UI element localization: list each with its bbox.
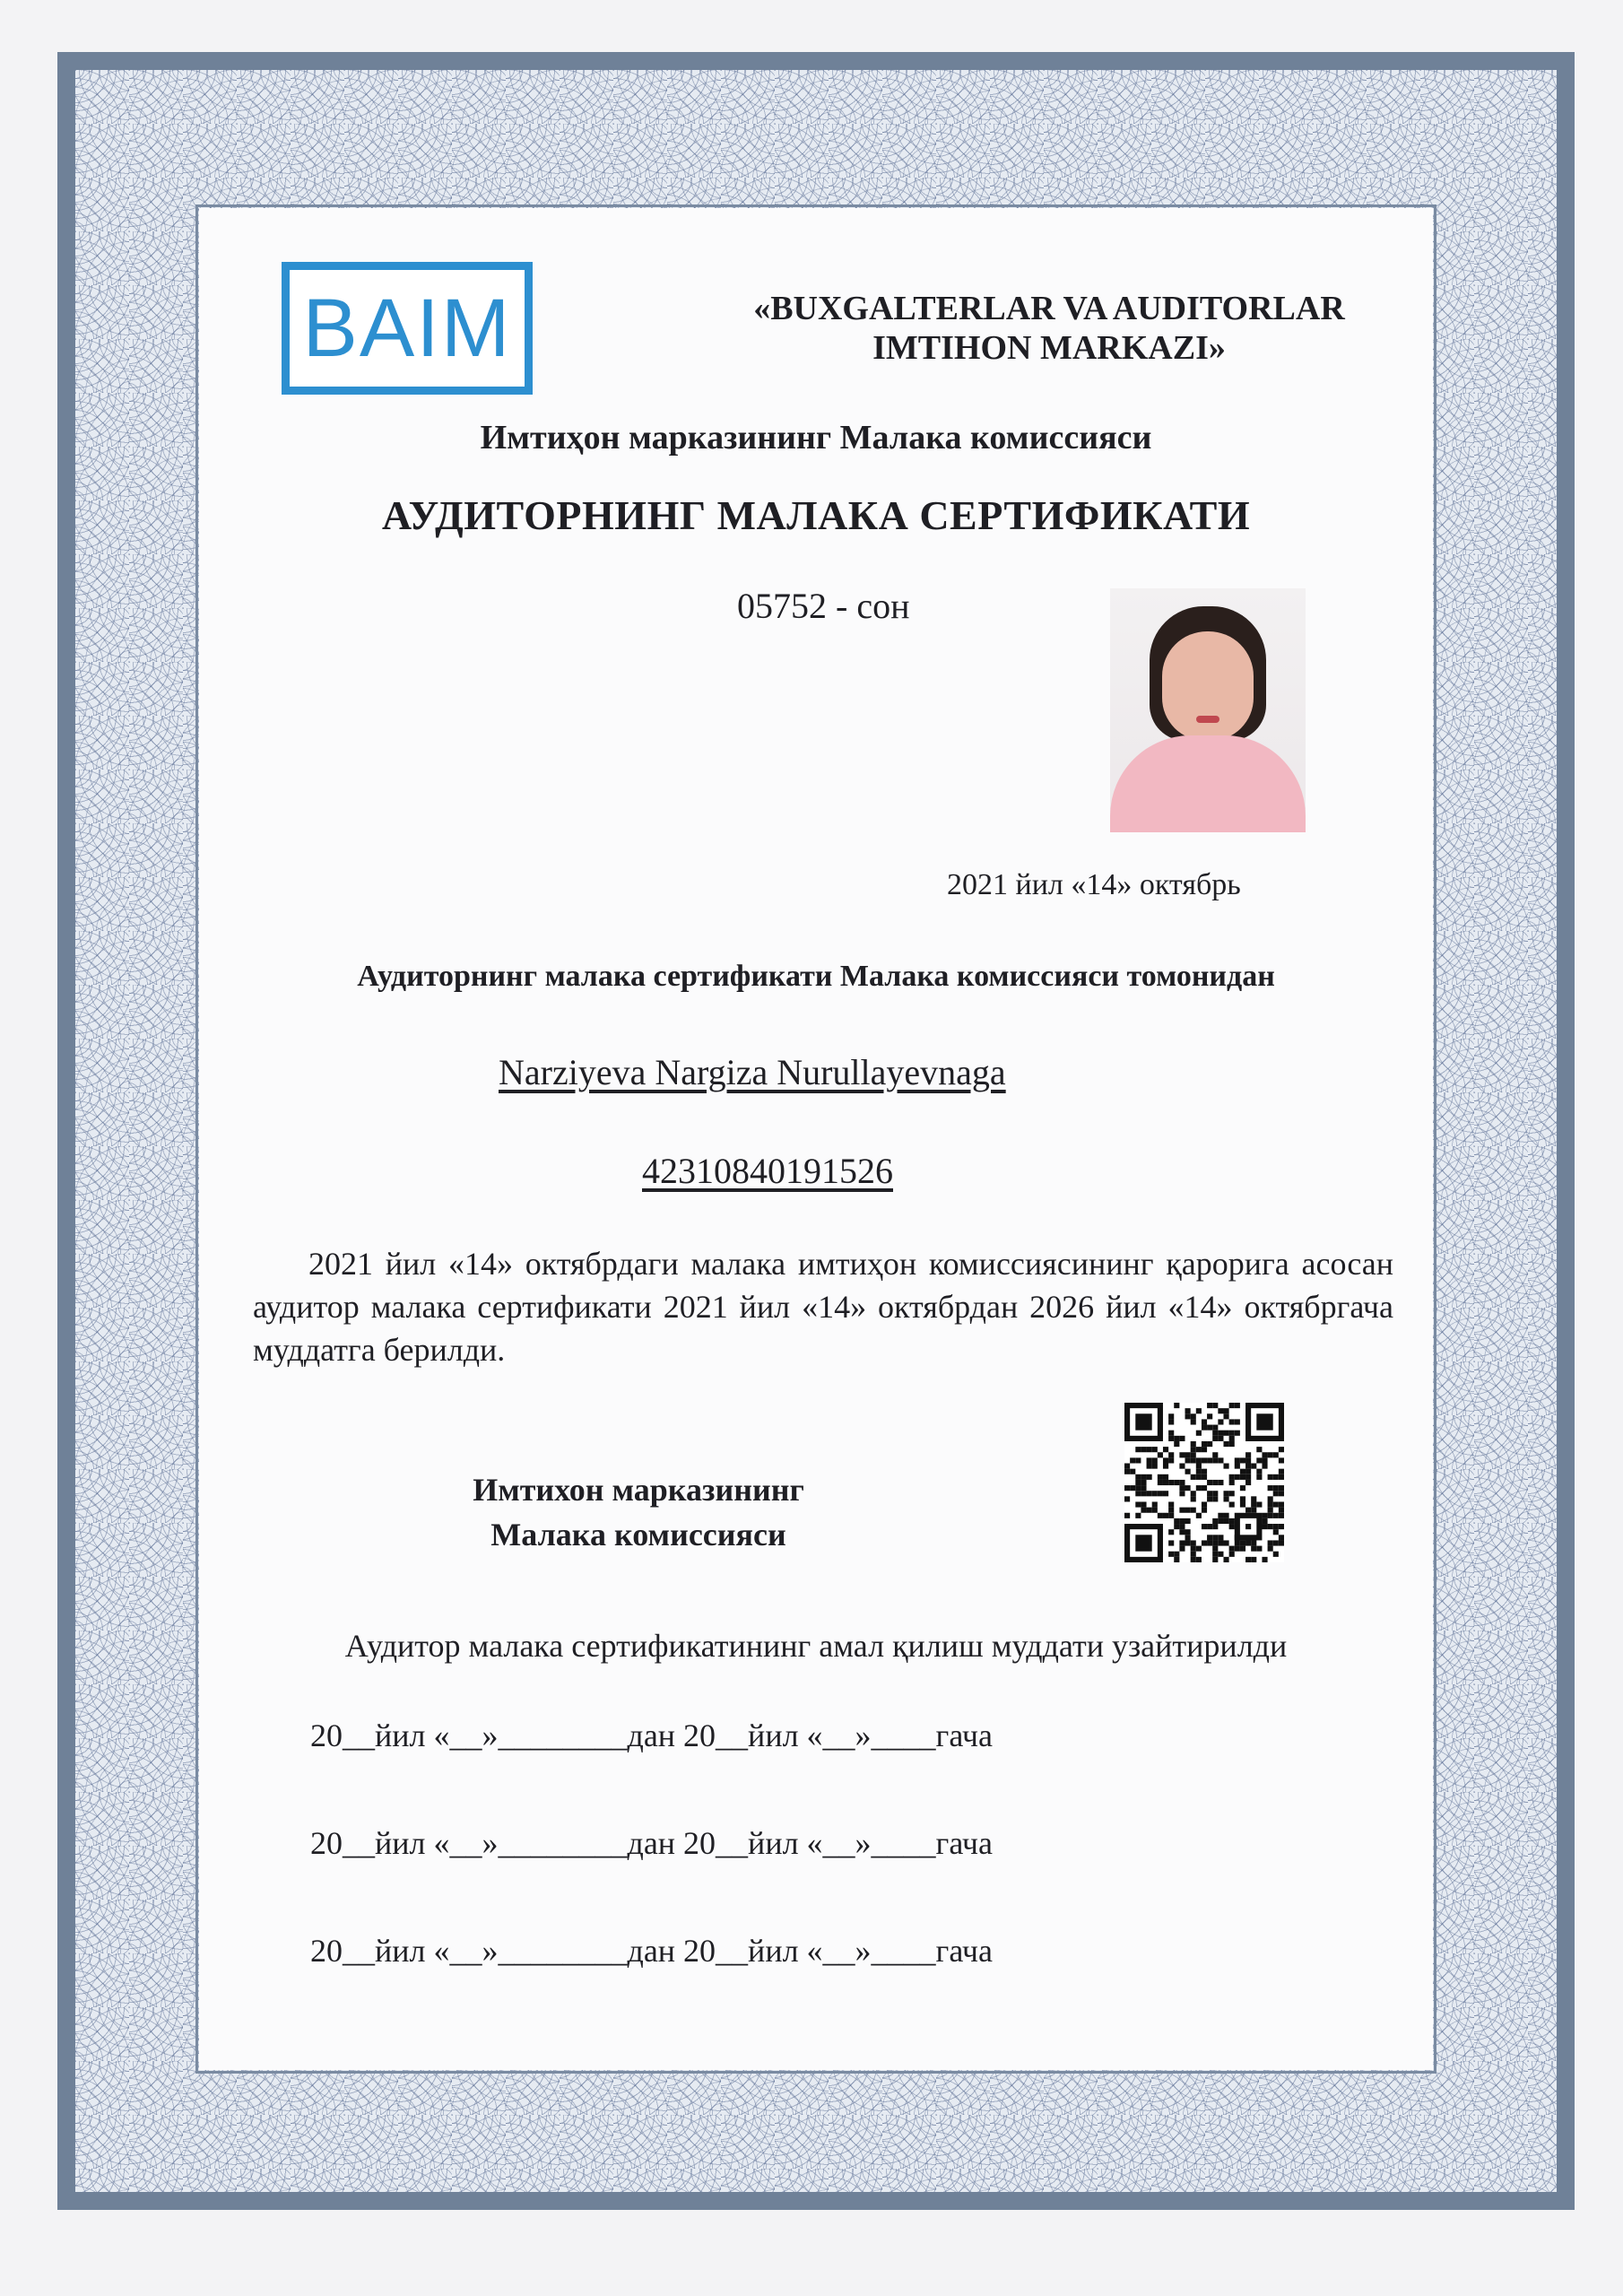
organization-name bbox=[690, 289, 1408, 368]
certificate-number: 05752 - сон bbox=[737, 586, 910, 626]
baim-logo bbox=[282, 262, 533, 395]
holder-name: Narziyeva Nargiza Nurullayevnaga bbox=[499, 1052, 1006, 1092]
extension-row-3: 20__йил «__»________дан 20__йил «__»____гача bbox=[310, 1933, 993, 1969]
holder-photo bbox=[1110, 588, 1306, 832]
extension-row-2: 20__йил «__»________дан 20__йил «__»____гача bbox=[310, 1825, 993, 1861]
signature-line2: Малака комиссияси bbox=[490, 1517, 786, 1552]
photo-face bbox=[1162, 631, 1254, 741]
extension-heading: Аудитор малака сертификатининг амал қилиш муддати узайтирилди bbox=[344, 1628, 1288, 1664]
issued-by-statement: Аудиторнинг малака сертификати Малака комиссияси томонидан bbox=[357, 960, 1275, 993]
body-text-content: 2021 йил «14» октябрдаги малака имтиҳон комиссиясининг қарорига асосан аудитор малака сертификати 2021 йил «14» октябрдан 2026 йил «14» октябргача муддатга берилди. bbox=[253, 1246, 1393, 1368]
extension-row-1: 20__йил «__»________дан 20__йил «__»____гача bbox=[310, 1718, 993, 1753]
organization-name-line2: IMTIHON MARKAZI» bbox=[872, 329, 1226, 367]
issue-date: 2021 йил «14» октябрь bbox=[947, 868, 1241, 901]
holder-id-number: 42310840191526 bbox=[642, 1151, 893, 1191]
inner-frame-line bbox=[195, 204, 1436, 2074]
qr-code-graphic bbox=[1124, 1403, 1284, 1562]
commission-heading: Имтиҳон марказининг Малака комиссияси bbox=[480, 419, 1152, 457]
photo-mouth bbox=[1196, 716, 1219, 723]
signature-line1: Имтихон марказининг bbox=[473, 1472, 804, 1508]
certificate-body-text bbox=[253, 1242, 1393, 1371]
organization-name-line1: «BUXGALTERLAR VA AUDITORLAR bbox=[753, 290, 1345, 327]
logo-text: BAIM bbox=[302, 283, 512, 374]
certificate-title: АУДИТОРНИНГ МАЛАКА СЕРТИФИКАТИ bbox=[381, 492, 1251, 538]
qr-code-icon bbox=[1124, 1403, 1284, 1562]
signature-block bbox=[423, 1467, 854, 1557]
photo-shoulders bbox=[1110, 735, 1306, 832]
